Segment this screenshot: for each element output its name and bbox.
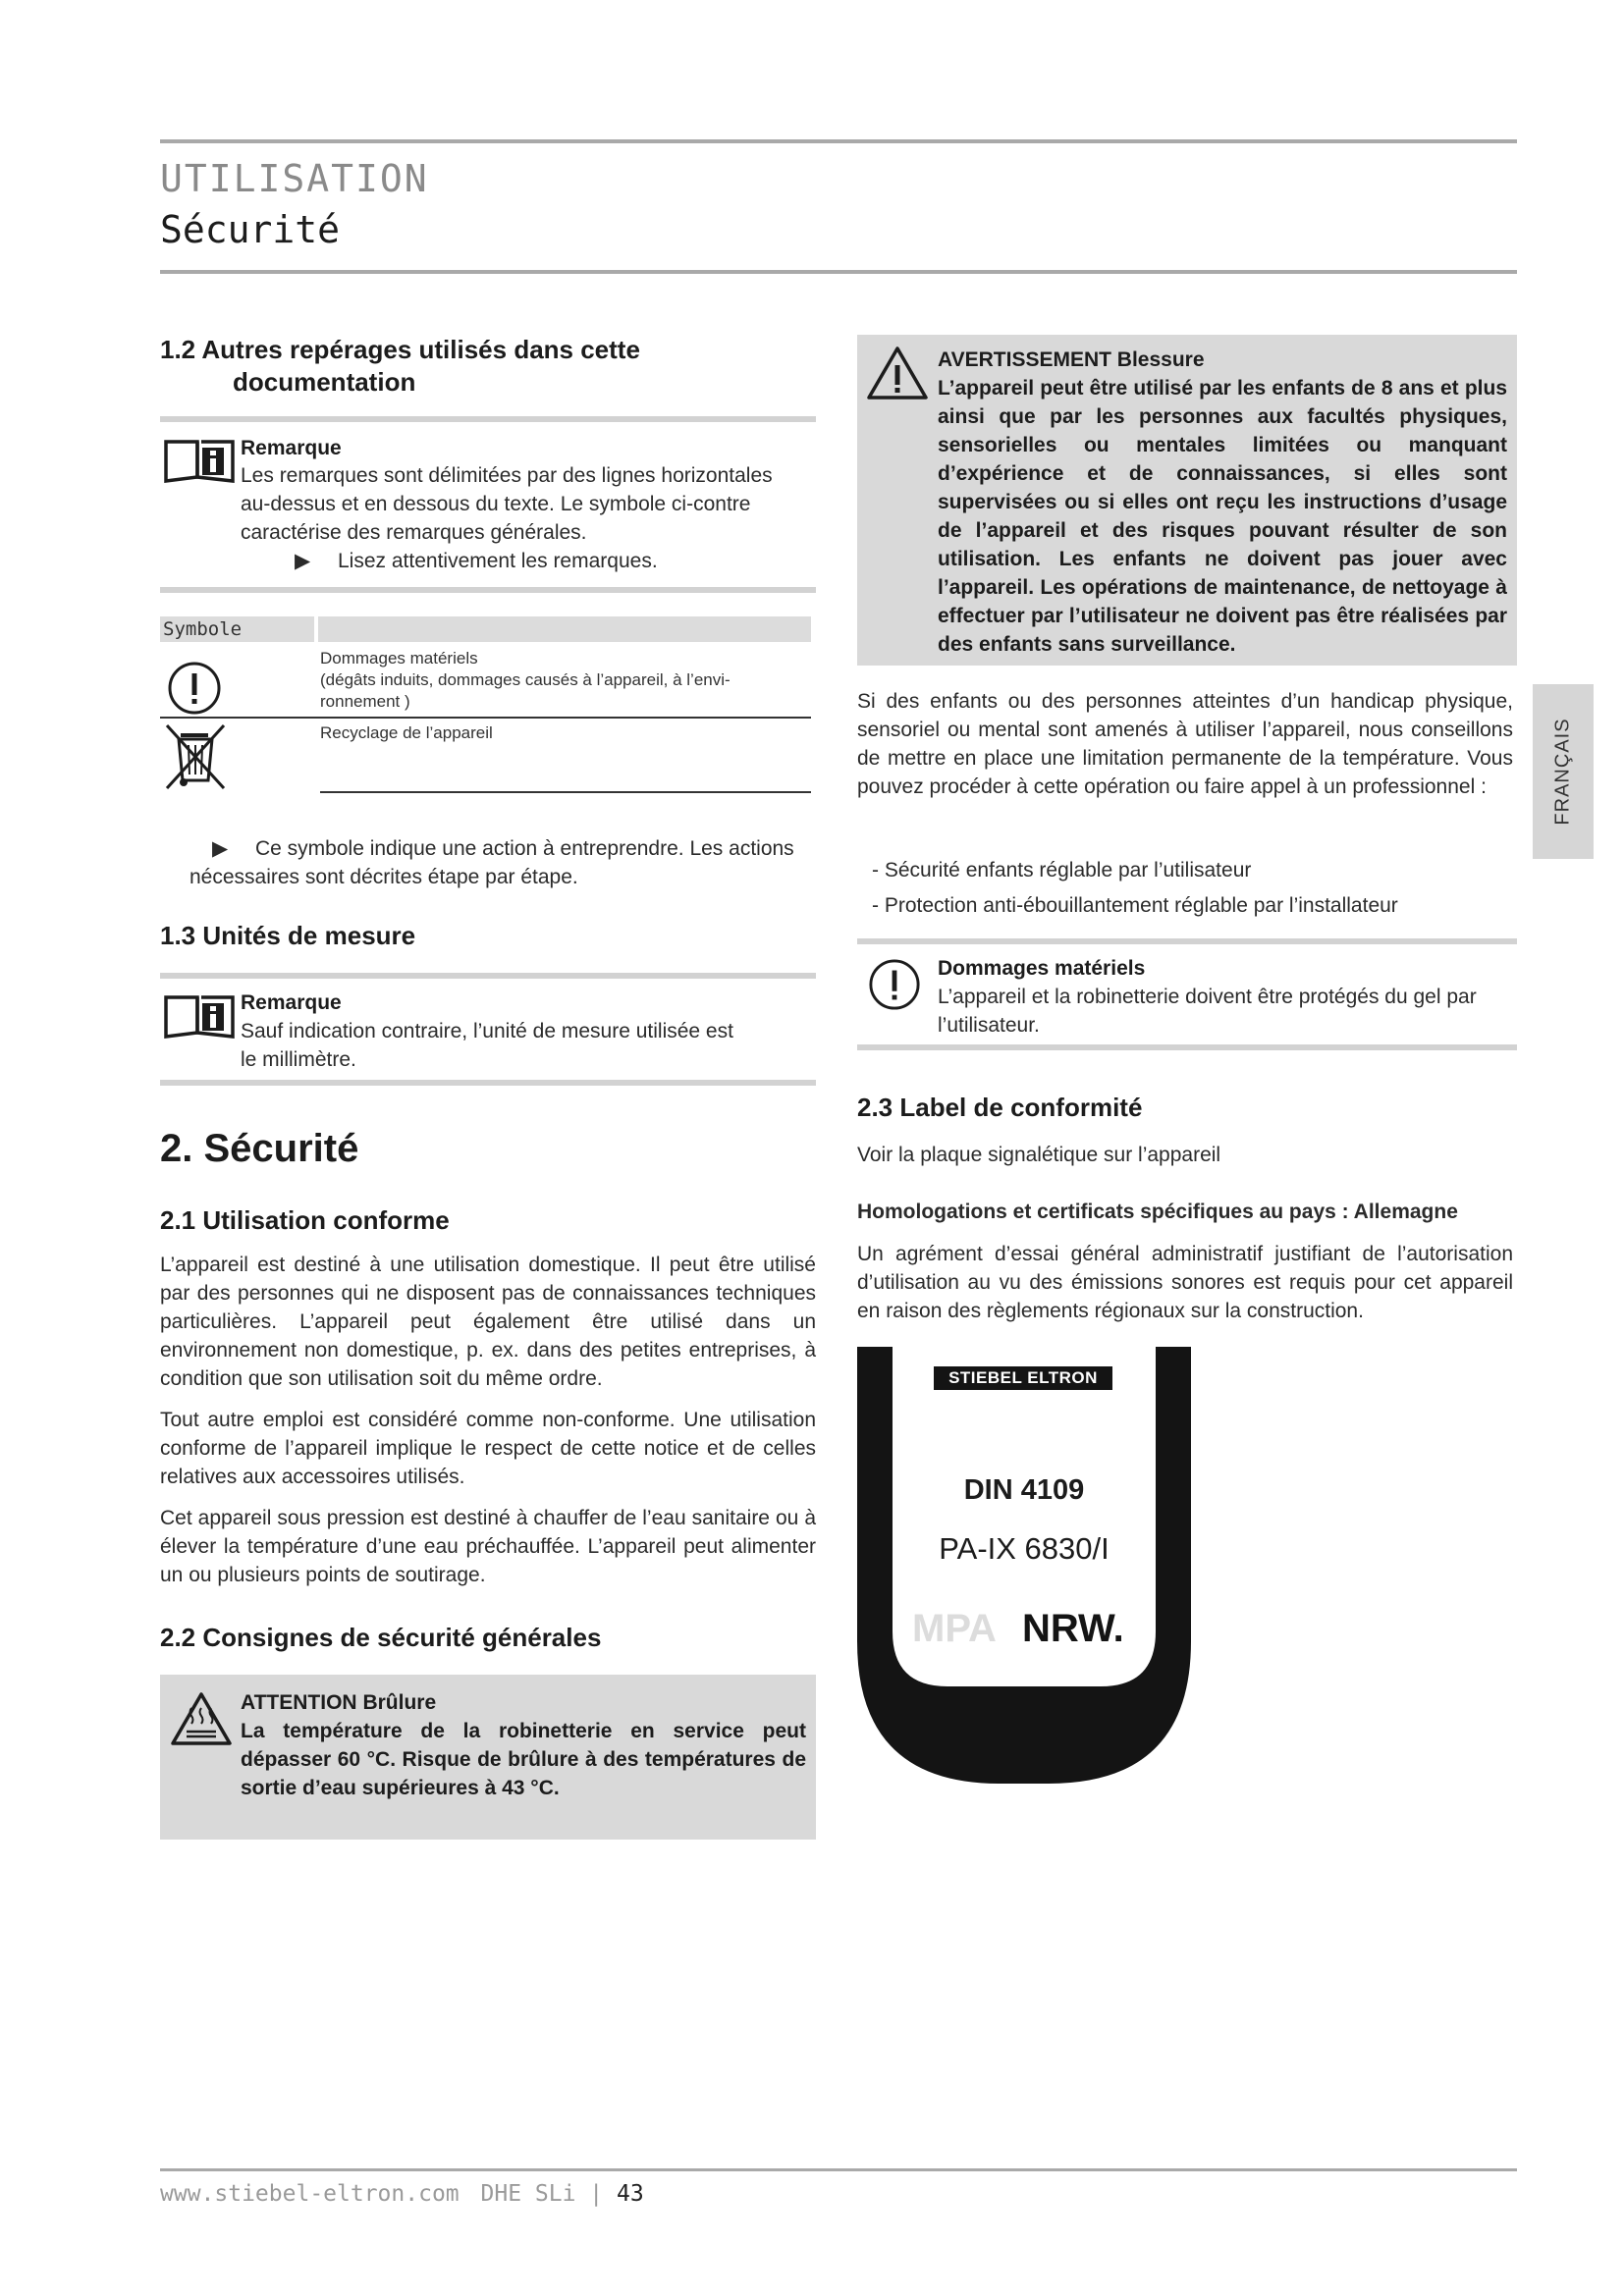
paragraph-2-1-c: Cet appareil sous pression est destiné à chauffer de l’eau sanitaire ou à élever la température d’une eau préchauffée. L’appareil peut alimenter un ou plusieurs points de soutirage.	[160, 1507, 816, 1586]
header-section: UTILISATION	[160, 157, 429, 200]
heading-2-2: 2.2 Consignes de sécurité générales	[160, 1623, 602, 1652]
note2-line-2: le millimètre.	[241, 1048, 356, 1071]
row1-line-2: (dégâts induits, dommages causés à l’appareil, à l’envi-	[320, 670, 731, 689]
list-item-1: - Sécurité enfants réglable par l’utilisateur	[872, 859, 1252, 881]
damage-bottom-bar	[857, 1044, 1517, 1050]
list-item-2-text: Protection anti-ébouillantement réglable par l’installateur	[884, 894, 1398, 917]
table-row-divider	[160, 717, 811, 719]
paragraph-2-1-b: Tout autre emploi est considéré comme non-conforme. Une utilisation conforme de l’appareil implique le respect de cette notice et de celles relatives aux accessoires utilisés.	[160, 1409, 816, 1488]
exclamation-circle-icon	[868, 958, 921, 1011]
heading-2-1: 2.1 Utilisation conforme	[160, 1205, 450, 1235]
country-subheading: Homologations et certificats spécifiques au pays : Allemagne	[857, 1201, 1458, 1223]
recycle-bin-crossed-icon	[163, 723, 228, 792]
page-number: 43	[617, 2181, 644, 2207]
action-line-1: Ce symbole indique une action à entreprendre. Les actions	[255, 837, 794, 860]
paragraph-2-1-a: L’appareil est destiné à une utilisation domestique. Il peut être utilisé par des personnes qui ne disposent pas de connaissances techniques particulières. L’appareil peut également être utilisé dans un environnement non domestique, p. ex. dans des petites entreprises, à condition que son utilisation soit du même ordre.	[160, 1254, 816, 1390]
conformity-label-frame	[857, 1347, 1191, 1789]
note-title: Remarque	[241, 437, 342, 459]
list-item-2: - Protection anti-ébouillantement réglable par l’installateur	[872, 894, 1398, 917]
warning-triangle-icon	[866, 346, 929, 400]
burn-warning-heading	[241, 1688, 436, 1717]
burn-warning-text: La température de la robinetterie en service peut dépasser 60 °C. Risque de brûlure à des températures de sortie d’eau supérieures à 43 °C.	[241, 1720, 806, 1799]
heading-2-3: 2.3 Label de conformité	[857, 1093, 1143, 1122]
note-top-bar	[160, 416, 816, 422]
action-arrow-icon-2: ▶	[212, 837, 229, 860]
country-paragraph: Un agrément d’essai général administratif justifiant de l’autorisation d’utilisation au vu des émissions sonores est requis pour cet appareil en raison des règlements régionaux sur la construction.	[857, 1243, 1513, 1322]
label-text: Voir la plaque signalétique sur l’appareil	[857, 1144, 1221, 1166]
heading-2: 2. Sécurité	[160, 1127, 359, 1170]
exclamation-circle-icon	[167, 661, 222, 716]
action-arrow-icon: ▶	[295, 550, 311, 572]
cert-text: PA-IX 6830/I	[939, 1531, 1110, 1566]
footer-url[interactable]: www.stiebel-eltron.com	[160, 2181, 460, 2207]
conformity-label	[857, 1347, 1191, 1789]
mpa-text: MPA	[912, 1607, 997, 1650]
footer-separator: |	[589, 2181, 604, 2207]
nrw-text: NRW.	[1022, 1607, 1124, 1650]
note2-top-bar	[160, 973, 816, 979]
paragraph-children: Si des enfants ou des personnes atteintes d’un handicap physique, sensoriel ou mental sont amenés à utiliser l’appareil, nous conseillons de mettre en place une limitation permanente de la température. Vous pouvez procéder à cette opération ou faire appel à un professionnel :	[857, 690, 1513, 798]
heading-1-2: 1.2 Autres repérages utilisés dans cette	[160, 335, 640, 364]
din-text: DIN 4109	[963, 1474, 1085, 1506]
language-tab-label: FRANÇAIS	[1551, 718, 1574, 826]
footer-rule	[160, 2168, 1517, 2171]
action-line-2: nécessaires sont décrites étape par étape.	[189, 866, 578, 888]
list-item-1-text: Sécurité enfants réglable par l’utilisateur	[884, 859, 1252, 881]
note-line-1: Les remarques sont délimitées par des lignes horizontales	[241, 464, 773, 487]
note-line-2: au-dessus et en dessous du texte. Le symbole ci-contre	[241, 493, 751, 515]
info-book-icon	[163, 438, 236, 485]
footer-model: DHE SLi	[480, 2181, 576, 2207]
language-tab[interactable]	[1533, 684, 1594, 859]
footer	[160, 2181, 644, 2207]
table-bottom-rule	[320, 791, 811, 793]
table-header-cell-blank	[318, 616, 811, 642]
burn-warning-label: ATTENTION	[241, 1691, 357, 1714]
brand-logo: STIEBEL ELTRON	[934, 1366, 1112, 1390]
damage-top-bar	[857, 938, 1517, 944]
note-bottom-bar	[160, 587, 816, 593]
note2-line-1: Sauf indication contraire, l’unité de mesure utilisée est	[241, 1020, 733, 1042]
burn-warning-title: Brûlure	[356, 1691, 437, 1714]
note-action: Lisez attentivement les remarques.	[338, 550, 658, 572]
row1-line-3: ronnement )	[320, 692, 410, 711]
damage-title: Dommages matériels	[938, 957, 1146, 980]
injury-warning-text: L’appareil peut être utilisé par les enfants de 8 ans et plus ainsi que par les personnes aux facultés physiques, sensorielles ou mentales limitées ou manquant d’expérience et de connaissances, si elles sont supervisées ou si elles ont reçu les instructions d’usage de l’appareil et des risques pouvant résulter de son utilisation. Les enfants ne doivent pas jouer avec l’appareil. Les opérations de maintenance, de nettoyage à effectuer par l’utilisateur ne doivent pas être réalisées par des enfants sans surveillance.	[938, 377, 1507, 656]
note-line-3: caractérise des remarques générales.	[241, 521, 587, 544]
row1-line-1: Dommages matériels	[320, 649, 478, 667]
note2-title: Remarque	[241, 991, 342, 1014]
note2-bottom-bar	[160, 1080, 816, 1086]
hot-surface-warning-icon	[169, 1690, 234, 1747]
injury-warning-title: Blessure	[1110, 348, 1205, 371]
injury-warning-label: AVERTISSEMENT	[938, 348, 1111, 371]
heading-1-2-cont: documentation	[233, 367, 416, 397]
header-bottom-rule	[160, 270, 1517, 274]
table-header-symbol: Symbole	[163, 618, 243, 640]
header-title: Sécurité	[160, 208, 341, 251]
heading-1-3: 1.3 Unités de mesure	[160, 921, 416, 950]
damage-text: L’appareil et la robinetterie doivent être protégés du gel par l’utilisateur.	[938, 986, 1477, 1037]
info-book-icon	[163, 993, 236, 1041]
injury-warning-heading	[938, 346, 1205, 374]
header-top-rule	[160, 139, 1517, 143]
row2-text: Recyclage de l’appareil	[320, 723, 493, 742]
